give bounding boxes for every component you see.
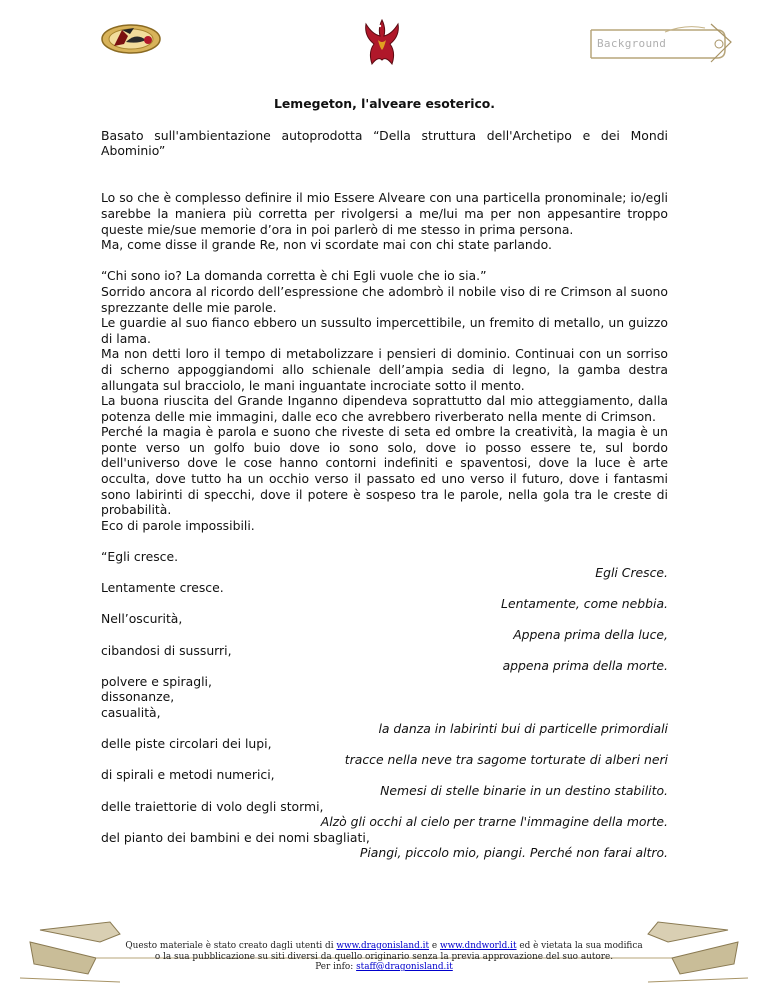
red-dragon-icon [358, 14, 406, 70]
poem-line-italic: Appena prima della luce, [513, 627, 668, 642]
document-body [101, 86, 668, 861]
paragraph: Lo so che è complesso definire il mio Essere Alveare con una particella pronominale; io/egli sarebbe la maniera più corretta per rivolgersi a me/lui ma per non appesantire troppo queste mie/sue memorie d’ora in poi parlerò di me stesso in prima persona. [101, 190, 668, 237]
poem-line-italic: Nemesi di stelle binarie in un destino stabilito. [380, 782, 668, 798]
poem-line-italic: la danza in labirinti bui di particelle primordiali [378, 720, 668, 736]
poem-line-italic: tracce nella neve tra sagome torturate di alberi neri [344, 751, 668, 767]
document-title: Lemegeton, l'alveare esoterico. [273, 96, 496, 111]
poem-line-italic: Egli Cresce. [595, 564, 668, 580]
paragraph: La buona riuscita del Grande Inganno dipendeva soprattutto dal mio atteggiamento, dalla potenza delle mie immagini, dalle eco che avrebbero riverberato nella mente di Crimson. [101, 393, 668, 424]
footer-text: Questo materiale è stato creato dagli utenti di [125, 941, 337, 951]
paragraph: Sorrido ancora al ricordo dell’espressione che adombrò il nobile viso di re Crimson al suono sprezzante delle mie parole. [101, 283, 668, 315]
footer-text: e [429, 941, 440, 951]
poem-line-italic: Alzò gli occhi al cielo per trarne l'immagine della morte. [320, 814, 668, 830]
poem-line: delle piste circolari dei lupi, [101, 736, 272, 752]
poem-line: di spirali e metodi numerici, [101, 767, 275, 783]
paragraph: Ma non detti loro il tempo di metabolizzare i pensieri di dominio. Continuai con un sorriso di scherno appoggiandomi allo schienale dell’ampia sedia di legno, la gamba destra allungata sul bracciolo, le mani inguantate incrociate sotto il mento. [101, 346, 668, 393]
dragonisland-link[interactable]: www.dragonisland.it [336, 941, 430, 951]
poem-line-italic: appena prima della morte. [502, 658, 668, 674]
dragon-logo-icon[interactable] [100, 22, 162, 56]
poem-line-italic: Lentamente, come nebbia. [501, 595, 668, 611]
poem-line-italic: Piangi, piccolo mio, piangi. Perché non farai altro. [359, 845, 668, 861]
poem-line: “Egli cresce. [101, 549, 179, 565]
dndworld-link[interactable]: www.dndworld.it [439, 941, 517, 951]
page-header [0, 0, 768, 80]
footer-line-2: o la sua pubblicazione su siti diversi da quello originario senza la previa approvazione del suo autore. [154, 951, 614, 962]
footer-line-3 [0, 962, 768, 973]
document-subtitle: Basato sull'ambientazione autoprodotta “Della struttura dell'Archetipo e dei Mondi Abominio” [101, 127, 668, 159]
paragraph: Le guardie al suo fianco ebbero un sussulto impercettibile, un fremito di metallo, un guizzo di lama. [101, 315, 668, 346]
paragraph: “Chi sono io? La domanda corretta è chi Egli vuole che io sia.” [101, 268, 487, 284]
background-button-label[interactable]: Background [597, 37, 667, 50]
poem-line: dissonanze, [101, 689, 175, 705]
paragraph: Eco di parole impossibili. [101, 517, 255, 533]
footer-notice [0, 941, 768, 973]
staff-email-link[interactable]: staff@dragonisland.it [356, 962, 453, 973]
poem-line: delle traiettorie di volo degli stormi, [101, 798, 324, 814]
poem-line: del pianto dei bambini e dei nomi sbagliati, [101, 829, 370, 845]
paragraph: Perché la magia è parola e suono che riveste di seta ed ombre la creatività, la magia è un ponte verso un golfo buio dove io sono solo, dove io posso essere te, sul bordo dell'universo dove le cose hanno contorni indefiniti e spaventosi, dove la luce è arte occulta, dove tutto ha un occhio verso il passato ed uno verso il futuro, dove i fantasmi sono labirinti di specchi, dove il potere è sospeso tra le parole, nella gola tra le creste di probabilità. [101, 424, 668, 518]
footer-line-1 [0, 941, 768, 952]
footer-text: Per info: [315, 962, 357, 973]
poem-line: polvere e spiragli, [101, 673, 212, 689]
poem-line: cibandosi di sussurri, [101, 642, 232, 658]
footer-text: ed è vietata la sua modifica [516, 941, 643, 951]
poem-line: Lentamente cresce. [101, 580, 224, 596]
poem-line: Nell’oscurità, [101, 611, 183, 627]
poem [101, 549, 668, 861]
poem-line: casualità, [101, 704, 161, 720]
paragraph: Ma, come disse il grande Re, non vi scordate mai con chi state parlando. [101, 237, 552, 253]
